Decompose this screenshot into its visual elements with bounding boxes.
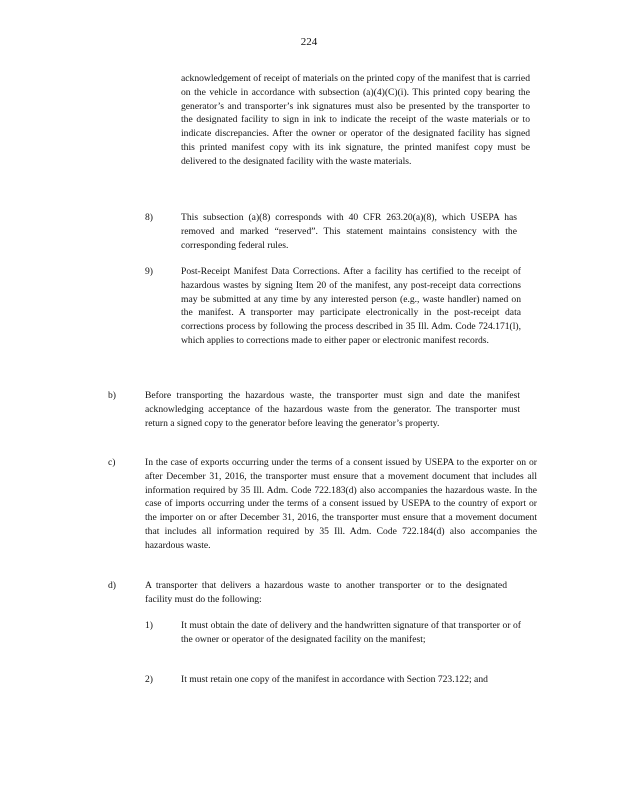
marker-a8: 8): [145, 212, 153, 223]
paragraph-a8: This subsection (a)(8) corresponds with 40 CFR 263.20(a)(8), which USEPA has removed and marked “reserved”. This statement maintains consistency with the corresponding federal rules.: [181, 212, 517, 251]
marker-c: c): [108, 457, 116, 468]
marker-d2: 2): [145, 674, 153, 685]
marker-b: b): [108, 390, 116, 401]
paragraph-a4-continuation: acknowledgement of receipt of materials on the printed copy of the manifest that is carried on the vehicle in accordance with subsection (a)(4)(C)(i). This printed copy bearing the generator’s and transporter’s ink signatures must also be presented by the transporter to the designated facility to sign in ink to indicate the receipt of the waste materials or to indicate discrepancies. After the owner or operator of the designated facility has signed this printed manifest copy with its ink signature, the printed manifest copy must be delivered to the designated facility with the waste materials.: [181, 73, 530, 167]
paragraph-c: In the case of exports occurring under the terms of a consent issued by USEPA to the exporter on or after December 31, 2016, the transporter must ensure that a movement document that includes all information required by 35 Ill. Adm. Code 722.183(d) also accompanies the hazardous waste. In the case of imports occurring under the terms of a consent issued by USEPA to the country of export or the importer on or after December 31, 2016, the transporter must ensure that a movement document that includes all information required by 35 Ill. Adm. Code 722.184(d) also accompanies the hazardous waste.: [145, 457, 537, 551]
marker-d1: 1): [145, 620, 153, 631]
paragraph-d: A transporter that delivers a hazardous waste to another transporter or to the designated facility must do the following:: [145, 580, 507, 605]
marker-a9: 9): [145, 266, 153, 277]
paragraph-b: Before transporting the hazardous waste, the transporter must sign and date the manifest acknowledging acceptance of the hazardous waste from the generator. The transporter must return a signed copy to the generator before leaving the generator’s property.: [145, 390, 520, 429]
paragraph-a9: Post-Receipt Manifest Data Corrections. After a facility has certified to the receipt of hazardous wastes by signing Item 20 of the manifest, any post-receipt data corrections may be submitted at any time by any interested person (e.g., waste handler) named on the manifest. A transporter may participate electronically in the post-receipt data corrections process by following the process described in 35 Ill. Adm. Code 724.171(l), which applies to corrections made to either paper or electronic manifest records.: [181, 266, 521, 346]
paragraph-d1: It must obtain the date of delivery and the handwritten signature of that transporter or of the owner or operator of the designated facility on the manifest;: [181, 620, 521, 645]
page-number: 224: [300, 36, 318, 48]
paragraph-d2: It must retain one copy of the manifest in accordance with Section 723.122; and: [181, 674, 488, 685]
marker-d: d): [108, 580, 116, 591]
